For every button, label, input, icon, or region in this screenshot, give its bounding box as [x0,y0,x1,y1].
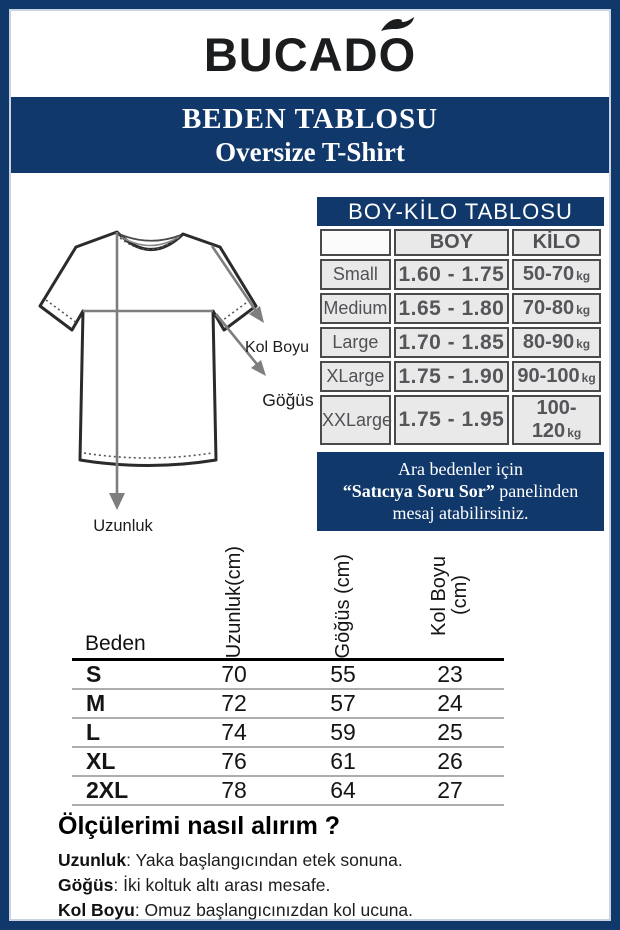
hw-kilo: 90-100 kg [512,361,601,392]
mt-size: L [86,719,101,745]
height-weight-table-title: BOY-KİLO TABLOSU [317,197,604,226]
hw-kilo: 50-70 kg [512,259,601,290]
main-content [11,173,609,919]
diagram-label-chest: Göğüs [262,390,314,410]
table-row [72,776,504,805]
hw-boy: 1.65 - 1.80 [394,293,509,324]
height-weight-table [317,226,604,448]
mt-col-sleeve: Kol Boyu (cm) [428,555,471,636]
hw-kilo: 70-80 kg [512,293,601,324]
mt-length: 74 [221,719,247,745]
table-row [320,327,601,358]
collar-back-line [119,234,181,241]
howto-section [58,812,588,923]
hw-size: Large [320,327,391,358]
table-row [320,259,601,290]
hw-size: Medium [320,293,391,324]
mt-sleeve: 26 [437,748,463,774]
measurements-table-section [72,533,504,806]
howto-item-chest: Göğüs: İki koltuk altı arası mesafe. [58,875,331,895]
hw-kilo: 80-90 kg [512,327,601,358]
banner-subtitle: Oversize T-Shirt [215,137,405,167]
hw-corner-cell [320,229,391,256]
hw-boy: 1.70 - 1.85 [394,327,509,358]
mt-sleeve: 27 [437,777,463,803]
table-row [72,660,504,690]
table-row [320,361,601,392]
hw-size: XXLarge [320,395,391,445]
tshirt-measurement-diagram [20,190,320,550]
mt-sleeve: 25 [437,719,463,745]
mt-size: XL [86,748,116,774]
brand-logo-text: BUCAD [203,27,379,81]
seller-question-note: Ara bedenler için “Satıcıya Soru Sor” panelinden mesaj atabilirsiniz. [317,452,604,531]
mt-sleeve: 24 [437,690,463,716]
table-row [320,293,601,324]
measurements-table [72,533,504,806]
diagram-label-sleeve: Kol Boyu [244,339,310,356]
tshirt-outline [40,232,256,466]
brand-logo [204,27,416,82]
table-row [72,718,504,747]
page-inner [9,9,611,921]
diagram-label-length: Uzunluk [93,517,153,535]
hw-boy: 1.60 - 1.75 [394,259,509,290]
brand-header [11,11,609,97]
mt-corner-label: Beden [85,632,146,655]
mt-chest: 55 [330,661,356,687]
mt-size: S [86,661,102,687]
howto-item-length: Uzunluk: Yaka başlangıcından etek sonuna. [58,850,403,870]
table-row [72,689,504,718]
banner-title: BEDEN TABLOSU [181,103,439,135]
mt-chest: 61 [330,748,356,774]
hw-size: XLarge [320,361,391,392]
mt-sleeve: 23 [437,661,463,687]
hw-col-boy: BOY [394,229,509,256]
seller-question-note-bold: “Satıcıya Soru Sor” [342,481,495,501]
hw-kilo: 100-120 kg [512,395,601,445]
howto-item-sleeve: Kol Boyu: Omuz başlangıcınızdan kol ucuna. [58,900,414,920]
height-weight-table-section [317,197,604,531]
hw-boy: 1.75 - 1.90 [394,361,509,392]
banner [11,97,609,173]
mt-chest: 64 [330,777,356,803]
hw-boy: 1.75 - 1.95 [394,395,509,445]
mt-size: M [86,690,106,716]
mt-chest: 57 [330,690,356,716]
mt-length: 78 [221,777,247,803]
bird-swoosh-icon [380,16,416,33]
brand-logo-last-letter: O [379,27,417,82]
table-row [320,395,601,445]
chest-arrowhead-icon [251,360,266,376]
mt-size: 2XL [86,777,129,803]
mt-length: 70 [221,661,247,687]
mt-chest: 59 [330,719,356,745]
length-arrowhead-icon [109,493,125,510]
mt-col-length: Uzunluk(cm) [222,545,245,658]
mt-col-chest: Göğüs (cm) [331,553,354,658]
hw-col-kilo: KİLO [512,229,601,256]
table-row [72,747,504,776]
howto-title: Ölçülerimi nasıl alırım ? [58,812,341,840]
mt-length: 76 [221,748,247,774]
mt-length: 72 [221,690,247,716]
hw-size: Small [320,259,391,290]
